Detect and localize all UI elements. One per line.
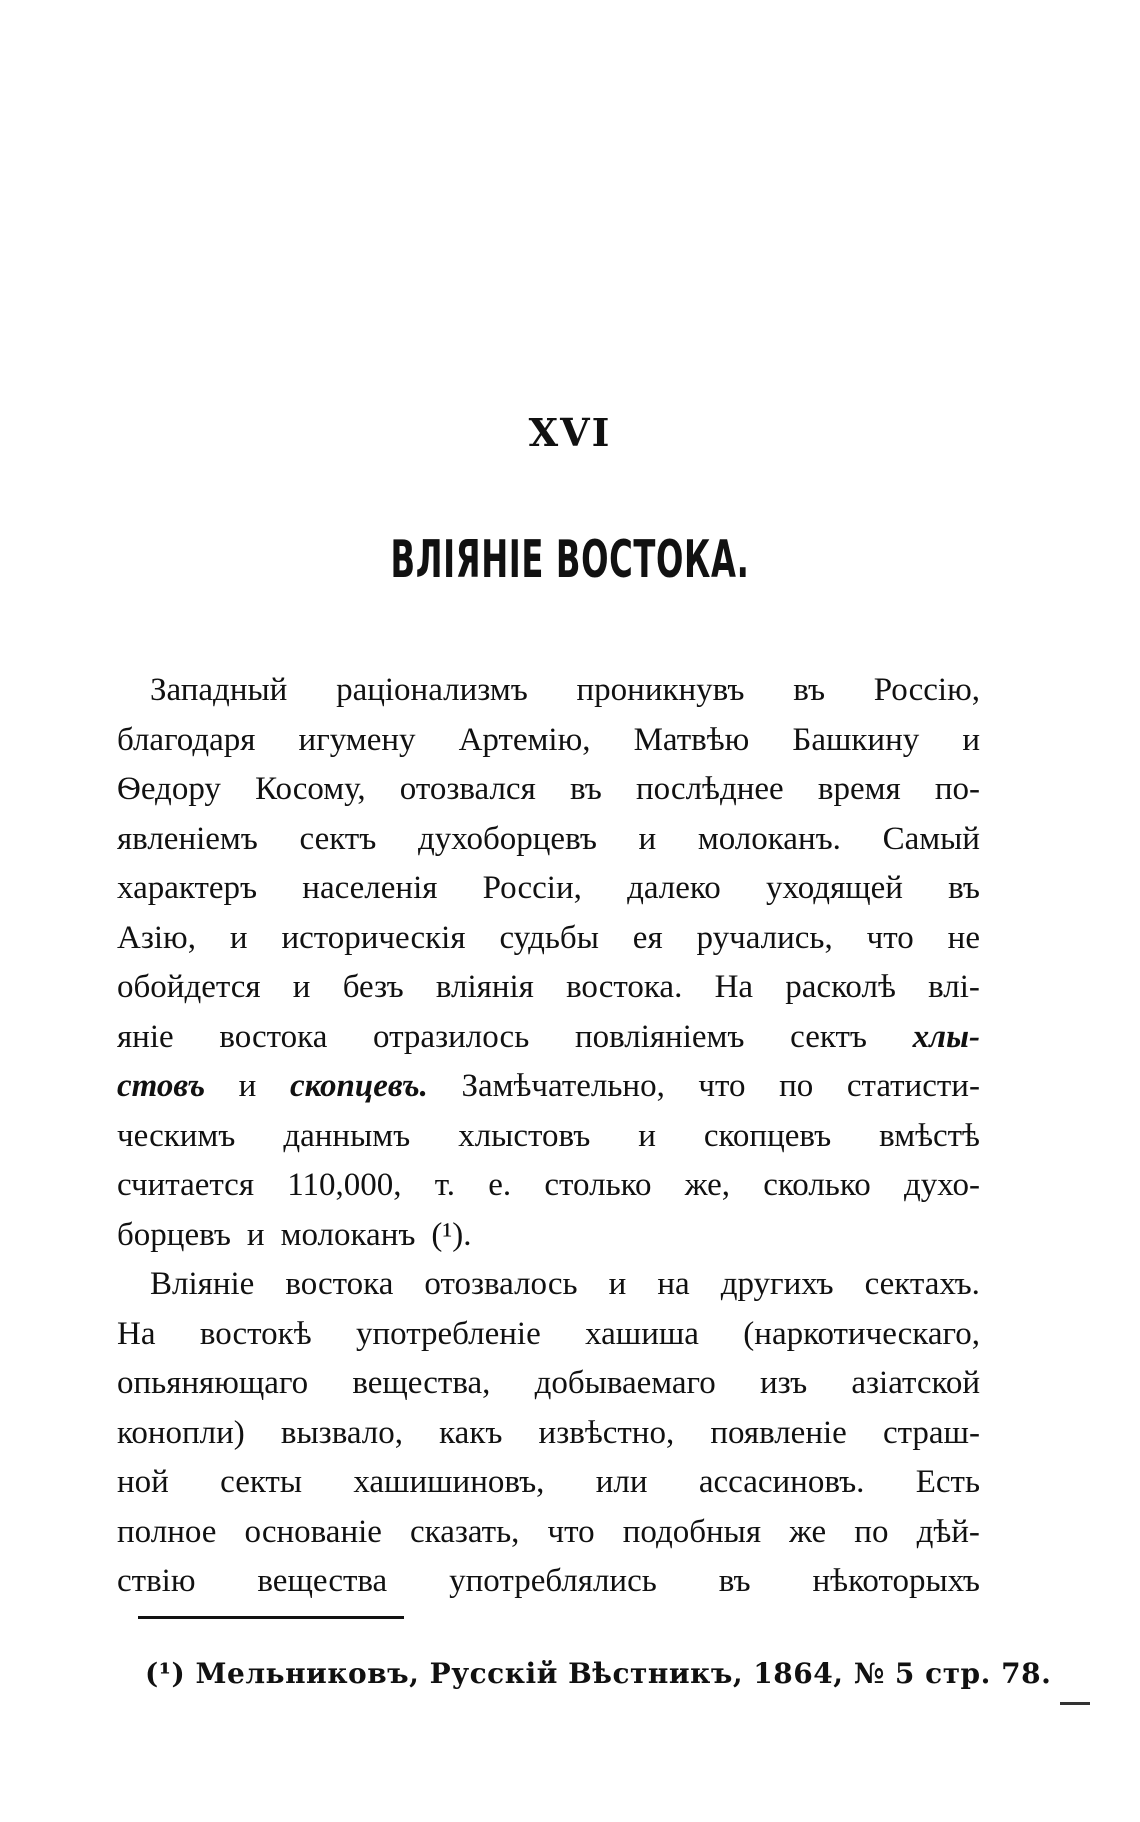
word: Западный	[150, 672, 288, 708]
word: населенія	[302, 870, 438, 906]
word: духо-	[903, 1167, 980, 1203]
word: скопцевъ.	[289, 1068, 428, 1104]
word: Артемію,	[458, 721, 591, 758]
word: нѣкоторыхъ	[812, 1563, 980, 1599]
text-line	[117, 1508, 980, 1558]
word: востока	[219, 1018, 328, 1055]
text-line	[117, 1260, 980, 1310]
word: повліяніемъ	[574, 1018, 745, 1055]
word: Есть	[915, 1464, 980, 1500]
chapter-title: ВЛІЯНІЕ ВОСТОКА.	[390, 530, 750, 590]
word: Матвѣю	[633, 721, 750, 758]
word: Башкину	[792, 721, 920, 758]
word: Самый	[882, 820, 980, 857]
text-line	[117, 716, 980, 766]
word: хашишиновъ,	[353, 1464, 545, 1500]
word: и	[246, 1216, 265, 1253]
word: какъ	[439, 1414, 503, 1451]
word: употреблялись	[449, 1563, 657, 1599]
word: сколько	[763, 1167, 871, 1203]
text-line	[117, 765, 980, 815]
word: основаніе	[244, 1513, 382, 1550]
word: что	[547, 1513, 595, 1550]
word: востокѣ	[199, 1315, 312, 1352]
word: (¹).	[431, 1216, 472, 1253]
text-line	[117, 1310, 980, 1360]
word: обойдется	[117, 969, 261, 1005]
word: благодаря	[117, 721, 256, 758]
word: отозвалось	[424, 1266, 578, 1302]
word: характеръ	[117, 870, 258, 906]
word: добываемаго	[534, 1365, 716, 1401]
footnote-divider	[138, 1616, 404, 1619]
word: извѣстно,	[538, 1414, 675, 1451]
margin-mark	[1060, 1702, 1090, 1705]
text-line	[117, 1211, 980, 1261]
word: е.	[488, 1167, 512, 1203]
word: историческія	[281, 919, 466, 956]
word: хлы-	[912, 1018, 980, 1055]
word: вещества,	[352, 1365, 491, 1401]
footnote: (¹) Мельниковъ, Русскій Вѣстникъ, 1864, № 5 стр. 78.	[145, 1657, 1052, 1690]
word: борцевъ	[117, 1216, 231, 1253]
word: раціонализмъ	[336, 672, 528, 708]
word: статисти-	[846, 1068, 980, 1104]
word: азіатской	[851, 1365, 980, 1401]
word: секты	[220, 1464, 303, 1500]
word: же,	[684, 1167, 730, 1203]
word: Вліяніе	[150, 1266, 255, 1302]
chapter-number: XVI	[528, 410, 612, 455]
word: скопцевъ	[703, 1117, 832, 1154]
word: въ	[948, 870, 980, 906]
body-text	[117, 666, 980, 1607]
text-line	[117, 1458, 980, 1508]
word: употребленіе	[355, 1315, 541, 1352]
word: и	[638, 1117, 656, 1154]
word: уходящей	[765, 870, 903, 906]
word: ческимъ	[117, 1117, 236, 1154]
word: Замѣчательно,	[461, 1068, 665, 1104]
word: конопли)	[117, 1414, 245, 1451]
word: дѣй-	[916, 1513, 980, 1550]
word: хашиша	[585, 1315, 699, 1352]
word: не	[947, 919, 980, 956]
word: по	[854, 1513, 889, 1550]
word: и	[238, 1068, 257, 1104]
word: опьяняющаго	[117, 1365, 309, 1401]
text-line	[117, 914, 980, 964]
word: страш-	[882, 1414, 980, 1451]
word: проникнувъ	[576, 672, 745, 708]
word: въ	[793, 672, 826, 708]
word: или	[595, 1464, 648, 1500]
word: по-	[934, 771, 980, 807]
word: (наркотическаго,	[743, 1315, 980, 1352]
word: и	[638, 820, 657, 857]
word: явленіемъ	[117, 820, 258, 857]
word: вещества	[257, 1563, 388, 1599]
word: стовъ	[117, 1068, 206, 1104]
word: Косому,	[255, 771, 366, 807]
word: На	[117, 1315, 156, 1352]
word: безъ	[342, 969, 404, 1005]
word: молоканъ	[280, 1216, 416, 1253]
word: изъ	[759, 1365, 808, 1401]
text-line	[117, 1161, 980, 1211]
word: отозвался	[399, 771, 536, 807]
word: даннымъ	[283, 1117, 411, 1154]
word: что	[698, 1068, 746, 1104]
word: время	[817, 771, 901, 807]
text-line	[117, 864, 980, 914]
word: на	[657, 1266, 690, 1302]
word: что	[866, 919, 914, 956]
word: подобныя	[622, 1513, 762, 1550]
text-line	[117, 1359, 980, 1409]
word: и	[292, 969, 311, 1005]
word: ея	[632, 919, 663, 956]
word: и	[608, 1266, 627, 1302]
word: столько	[544, 1167, 652, 1203]
text-line	[117, 1557, 980, 1607]
word: ной	[117, 1464, 169, 1500]
word: яніе	[117, 1018, 174, 1055]
word: хлыстовъ	[458, 1117, 591, 1154]
word: появленіе	[710, 1414, 847, 1451]
word: сектъ	[790, 1018, 867, 1055]
word: вліянія	[435, 969, 534, 1005]
word: сказать,	[410, 1513, 520, 1550]
text-line	[117, 1013, 980, 1063]
word: На	[714, 969, 754, 1005]
word: вмѣстѣ	[879, 1117, 980, 1154]
word: сектахъ.	[864, 1266, 980, 1302]
word: ствію	[117, 1563, 196, 1599]
text-line	[117, 963, 980, 1013]
text-line	[117, 666, 980, 716]
word: же	[789, 1513, 827, 1550]
word: вызвало,	[280, 1414, 404, 1451]
word: сектъ	[299, 820, 377, 857]
word: считается	[117, 1167, 255, 1203]
word: Ѳедору	[117, 771, 221, 807]
text-line	[117, 1112, 980, 1162]
word: полное	[117, 1513, 217, 1550]
word: расколѣ	[785, 969, 896, 1005]
word: востока	[285, 1266, 394, 1302]
word: въ	[569, 771, 602, 807]
word: далеко	[627, 870, 721, 906]
word: т.	[434, 1167, 455, 1203]
word: Россію,	[873, 672, 980, 708]
word: по	[779, 1068, 814, 1104]
word: и	[229, 919, 248, 956]
word: отразилось	[373, 1018, 530, 1055]
text-line	[117, 1062, 980, 1112]
word: ассасиновъ.	[698, 1464, 865, 1500]
word: молоканъ.	[697, 820, 841, 857]
word: Азію,	[117, 919, 196, 956]
word: въ	[718, 1563, 751, 1599]
word: 110,000,	[287, 1167, 402, 1203]
word: Россіи,	[482, 870, 582, 906]
word: духоборцевъ	[417, 820, 597, 857]
word: ручались,	[696, 919, 833, 956]
word: и	[962, 721, 980, 758]
word: востока.	[566, 969, 683, 1005]
word: игумену	[298, 721, 416, 758]
word: другихъ	[720, 1266, 834, 1302]
word: послѣднее	[635, 771, 784, 807]
word: влі-	[928, 969, 980, 1005]
text-line	[117, 815, 980, 865]
word: судьбы	[499, 919, 599, 956]
text-line	[117, 1409, 980, 1459]
